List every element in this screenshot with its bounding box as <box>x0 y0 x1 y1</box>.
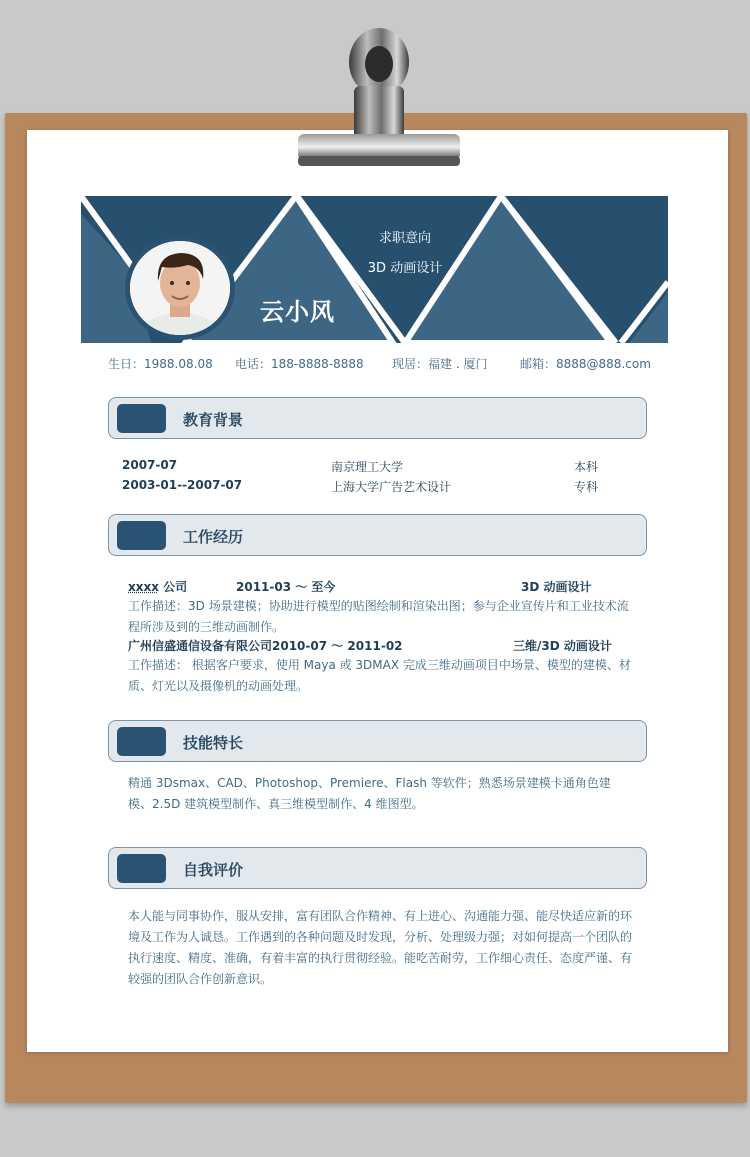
info-location: 现居：福建 . 厦门 <box>392 357 488 371</box>
section-tab-marker <box>117 727 166 756</box>
job-period: 2011-03 ～ 至今 <box>236 580 336 594</box>
job-description: 工作描述：3D 场景建模；协助进行模型的贴图绘制和渲染出图；参与企业宣传片和工业技术流程所涉及到的三维动画制作。 <box>128 599 629 634</box>
info-email: 邮箱：8888@888.com <box>520 357 651 371</box>
job-company: 广州信盛通信设备有限公司 <box>128 639 273 653</box>
candidate-name: 云小风 <box>260 298 335 326</box>
education-school: 上海大学广告艺术设计 <box>331 480 452 494</box>
education-school: 南京理工大学 <box>331 460 404 474</box>
job-row <box>128 578 628 596</box>
info-birth: 生日：1988.08.08 <box>108 357 213 371</box>
section-tab-marker <box>117 854 166 883</box>
info-phone: 电话：188-8888-8888 <box>235 357 364 371</box>
education-degree: 专科 <box>574 480 599 494</box>
section-title: 自我评价 <box>183 861 244 879</box>
job-company: xxxx 公司 <box>128 580 188 594</box>
section-tab-marker <box>117 404 166 433</box>
job-intent-value: 3D 动画设计 <box>367 261 443 276</box>
section-title: 教育背景 <box>183 411 244 429</box>
skills-text: 精通 3Dsmax、CAD、Photoshop、Premiere、Flash 等软件；熟悉场景建模卡通角色建模、2.5D 建筑模型制作、真三维模型制作、4 维图型。 <box>128 776 611 811</box>
section-tab-marker <box>117 521 166 550</box>
person-avatar-icon <box>130 241 230 335</box>
binder-clip-icon <box>296 24 462 174</box>
section-self-evaluation <box>108 847 647 889</box>
section-title: 技能特长 <box>183 734 244 752</box>
job-intent-label: 求职意向 <box>378 231 431 246</box>
education-row <box>122 478 602 496</box>
section-education <box>108 397 647 439</box>
avatar <box>125 236 235 340</box>
education-date: 2007-07 <box>122 458 178 472</box>
section-title: 工作经历 <box>183 528 244 546</box>
education-row <box>122 458 602 476</box>
education-date: 2003-01--2007-07 <box>122 478 243 492</box>
self-evaluation-text: 本人能与同事协作，服从安排，富有团队合作精神、有上进心、沟通能力强、能尽快适应新的环境及工作为人诚恳。工作遇到的各种问题及时发现，分析、处理级力强；对如何提高一个团队的执行速度、精度、准确，有着丰富的执行贯彻经验。能吃苦耐劳，工作细心责任、态度严谨、有较强的团队合作创新意识。 <box>128 909 633 986</box>
job-role: 3D 动画设计 <box>521 580 592 594</box>
job-description: 工作描述： 根据客户要求，使用 Maya 或 3DMAX 完成三维动画项目中场景、模型的建模、材质、灯光以及摄像机的动画处理。 <box>128 658 631 693</box>
section-work <box>108 514 647 556</box>
job-role: 三维/3D 动画设计 <box>513 639 612 653</box>
job-period: 2010-07 ～ 2011-02 <box>272 639 403 653</box>
section-skills <box>108 720 647 762</box>
job-row <box>128 637 628 655</box>
education-degree: 本科 <box>574 460 599 474</box>
